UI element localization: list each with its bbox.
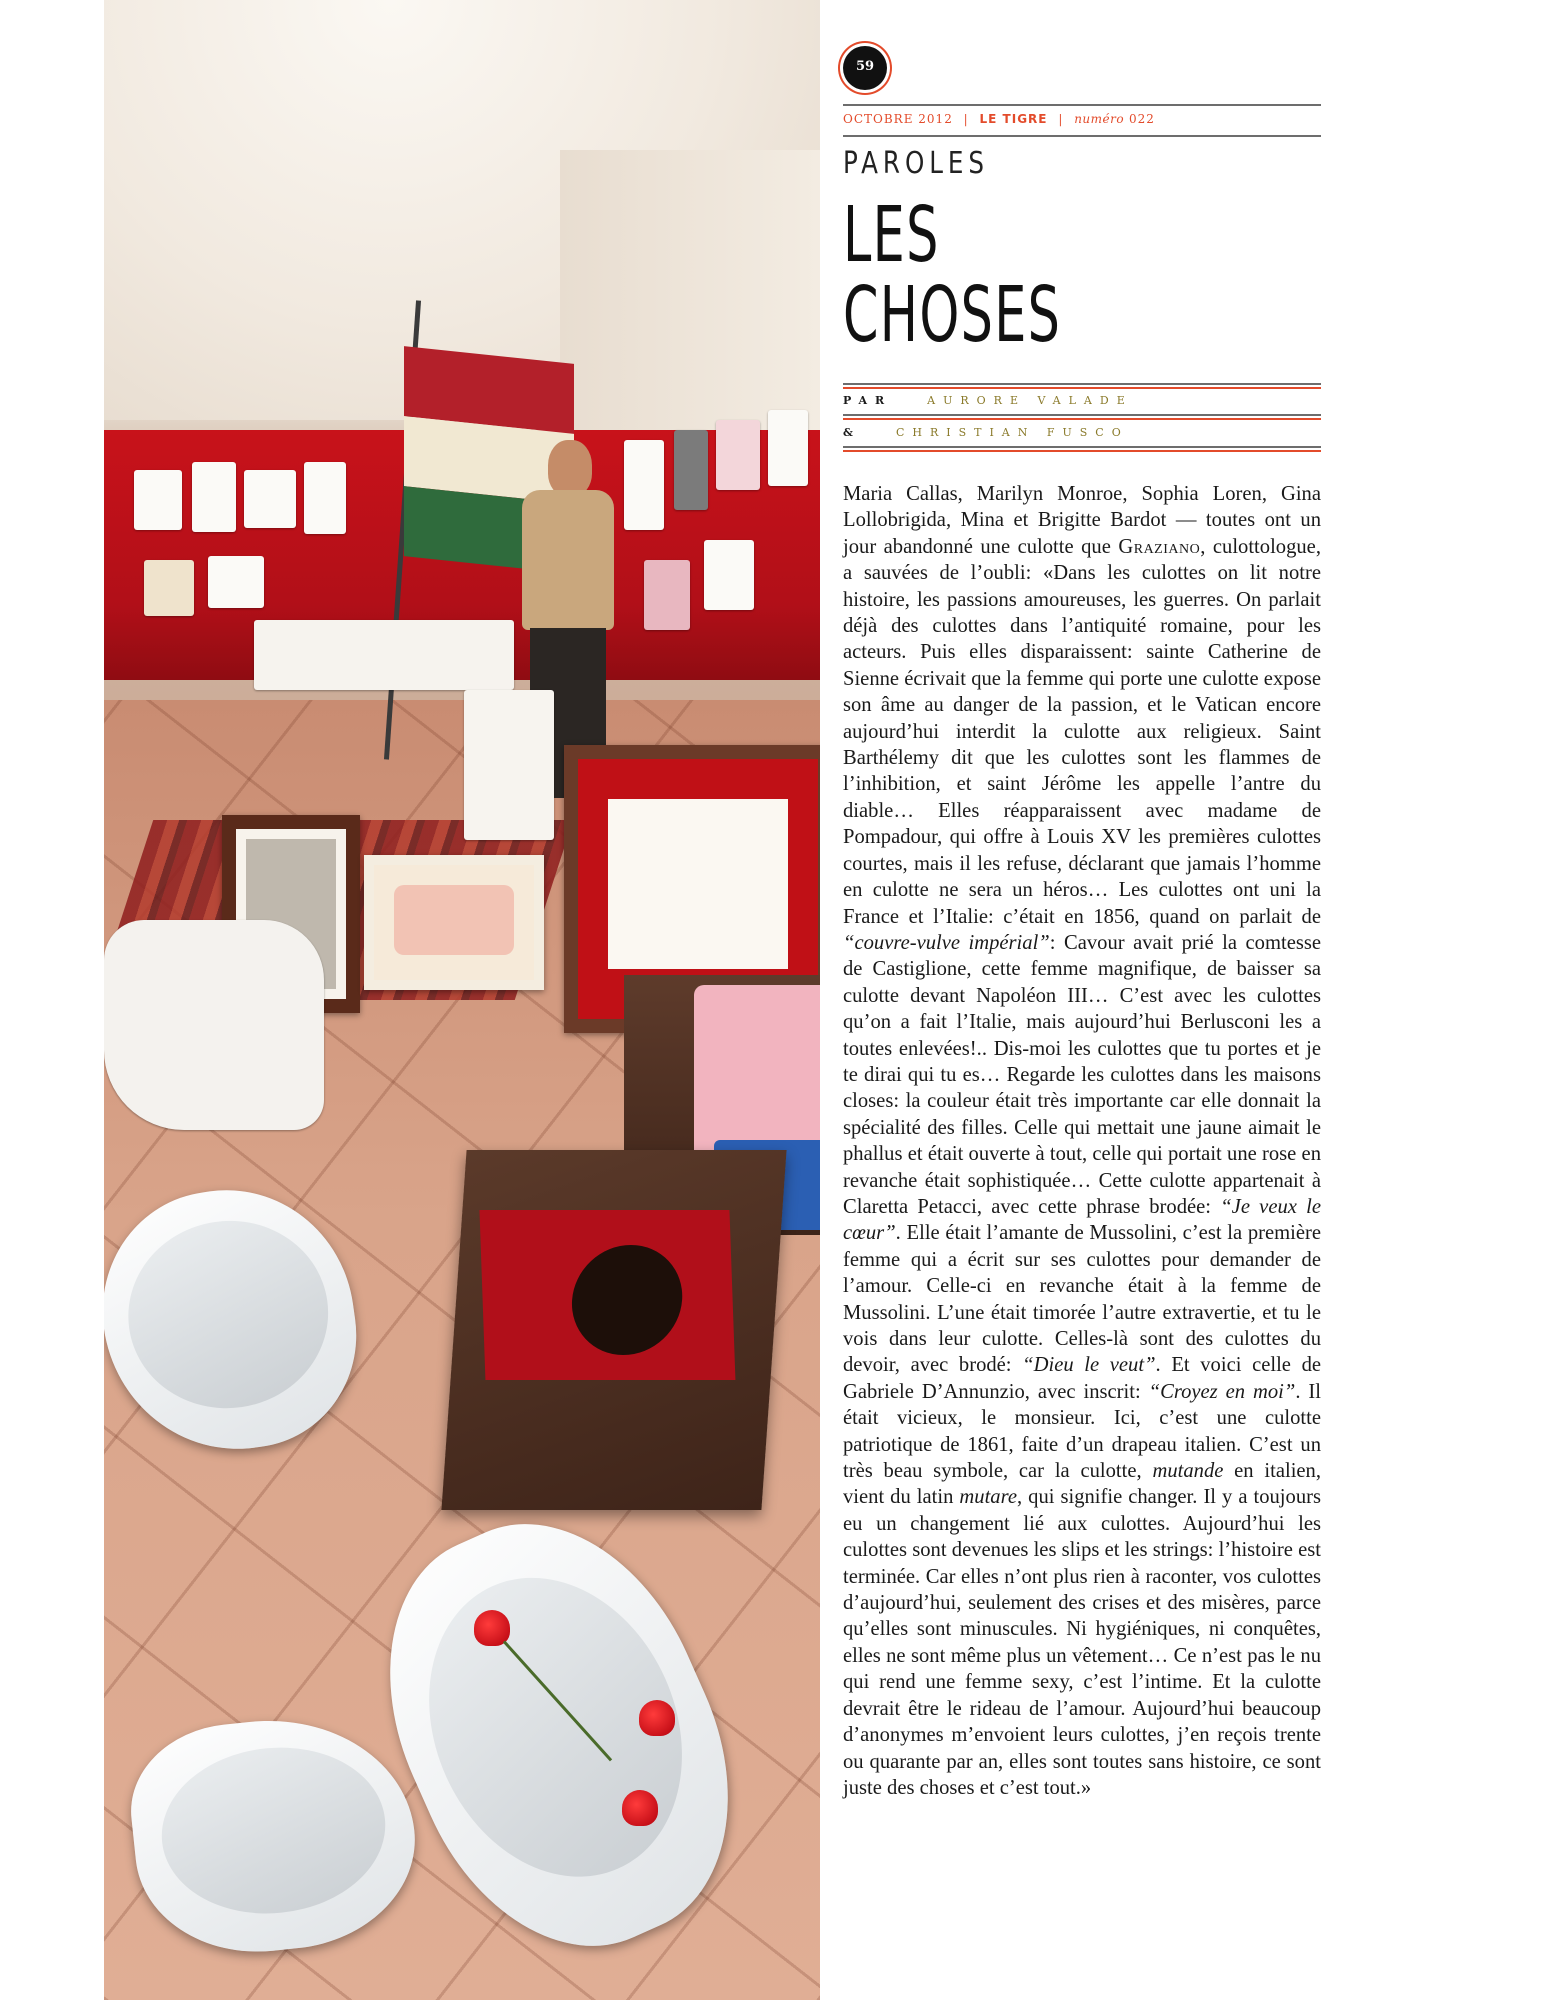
issue-separator: | (963, 112, 969, 126)
photo-garment (208, 556, 264, 608)
photo-table-linens (254, 620, 514, 690)
photo-garment (134, 470, 182, 530)
photo-garment (192, 462, 236, 532)
article-title (843, 191, 1062, 360)
photo-chest (441, 1150, 786, 1510)
page-number-badge (843, 46, 887, 90)
photo-garment (716, 420, 760, 490)
article-body (843, 481, 1321, 1801)
issue-line (843, 112, 1321, 126)
byline-rule-middle (843, 414, 1321, 416)
header-rule-bottom (843, 135, 1321, 137)
photo-white-cloth (104, 920, 324, 1130)
byline-ampersand: & (843, 426, 861, 439)
byline-prefix: PAR (843, 394, 893, 407)
photo-garment (644, 560, 690, 630)
byline-rule-bottom-accent (843, 450, 1321, 452)
article-title-line2: CHOSES (843, 271, 1062, 360)
header-rule-top (843, 104, 1321, 106)
byline-author-1 (843, 394, 1133, 407)
photo-frame-pink (364, 855, 544, 990)
page-number: 59 (855, 59, 875, 74)
photo-garment (704, 540, 754, 610)
byline-rule-top (843, 383, 1321, 385)
byline-author-2 (843, 426, 1129, 439)
photo-garment (674, 430, 708, 510)
byline-rule-top-accent (843, 387, 1321, 389)
issue-date: OCTOBRE 2012 (843, 112, 953, 126)
issue-prefix: numéro (1074, 112, 1125, 126)
issue-separator: | (1058, 112, 1064, 126)
photo-rose (639, 1700, 675, 1736)
article-paragraph: Maria Callas, Marilyn Monroe, Sophia Loren, Gina Lollobrigida, Mina et Brigitte Bardot — toutes ont un jour abandonné une culotte que Graziano, culottologue, a sauvées de l’oubli: «Dans les culottes on lit notre histoire, les passions amoureuses, les guerres. On parlait déjà des culottes dans l’antiquité romaine, pour les acteurs. Puis elles disparaissent: sainte Catherine de Sienne écrivait que la femme qui porte une culotte expose son âme au danger de la passion, et le Vatican encore aujourd’hui interdit la culotte aux religieux. Saint Barthélemy dit que les culottes sont les flammes de l’inhibition, et saint Jérôme les appelle l’antre du diable… Elles réapparaissent avec madame de Pompadour, qui offre à Louis XV les premières culottes courtes, mais il les refuse, déclarant que jamais l’homme en culotte ne sera un héros… Les culottes ont uni la France et l’Italie: c’était en 1856, quand on parlait de “couvre-vulve impérial”: Cavour avait prié la comtesse de Castiglione, cette femme magnifique, de baisser sa culotte devant Napoléon III… C’est avec les culottes qu’on a fait l’Italie, mais aujourd’hui Berlusconi les a toutes enlevées!.. Dis-moi les culottes que tu portes et je te dirai qui tu es… Regarde les culottes dans les maisons closes: la couleur était très importante car elle donnait la spécialité des filles. Celle qui mettait une jaune aimait le phallus et était ouverte à tout, celle qui portait une rose en revanche était sophistiquée… Cette culotte appartenait à Claretta Petacci, avec cette phrase brodée: “Je veux le cœur”. Elle était l’amante de Mussolini, c’est la première femme qui a écrit sur ses culottes pour demander de l’amour. Celle-ci en revanche était à la femme de Mussolini. L’une était timorée l’autre extravertie, et tu le vois dans leur culotte. Celles-là sont des culottes du devoir, avec brodé: “Dieu le veut”. Et voici celle de Gabriele D’Annunzio, avec inscrit: “Croyez en moi”. Il était vicieux, le monsieur. Ici, c’est une culotte patriotique de 1861, faite d’un drapeau italien. C’est un très beau symbole, car la culotte, mutande en italien, vient du latin mutare, qui signifie changer. Il y a toujours eu un changement lié aux culottes. Aujourd’hui les culottes sont devenues les slips et les strings: l’histoire est terminée. Car elles n’ont plus rien à raconter, vos culottes d’aujourd’hui, seulement des crises et des misères, parce qu’elles sont minuscules. Ni hygiéniques, ni conquêtes, elles ne sont même plus un vêtement… Ce n’est pas le nu qui rend une femme sexy, c’est l’intime. Et la culotte devrait être le rideau de l’amour. Aujourd’hui beaucoup d’anonymes m’envoient leurs culottes, j’en reçois trente ou quarante par an, elles sont toutes sans histoire, ce sont juste des choses et c’est tout.» (843, 483, 1322, 1799)
interviewee-name: Graziano (1118, 535, 1201, 558)
photo-garment (304, 462, 346, 534)
photo-garment (768, 410, 808, 486)
photo-garment (464, 690, 554, 840)
issue-number: 022 (1128, 112, 1155, 126)
photo-garment (624, 440, 664, 530)
magazine-name: LE TIGRE (979, 112, 1048, 126)
byline-rule-bottom (843, 446, 1321, 448)
article-photo (104, 0, 820, 2000)
author-name: AURORE VALADE (927, 394, 1133, 407)
photo-garment (144, 560, 194, 616)
author-name: CHRISTIAN FUSCO (895, 426, 1129, 439)
byline-rule-middle-accent (843, 418, 1321, 420)
photo-garment (244, 470, 296, 528)
article-title-line1: LES (843, 191, 940, 280)
section-title: PAROLES (843, 146, 989, 181)
photo-rose (622, 1790, 658, 1826)
